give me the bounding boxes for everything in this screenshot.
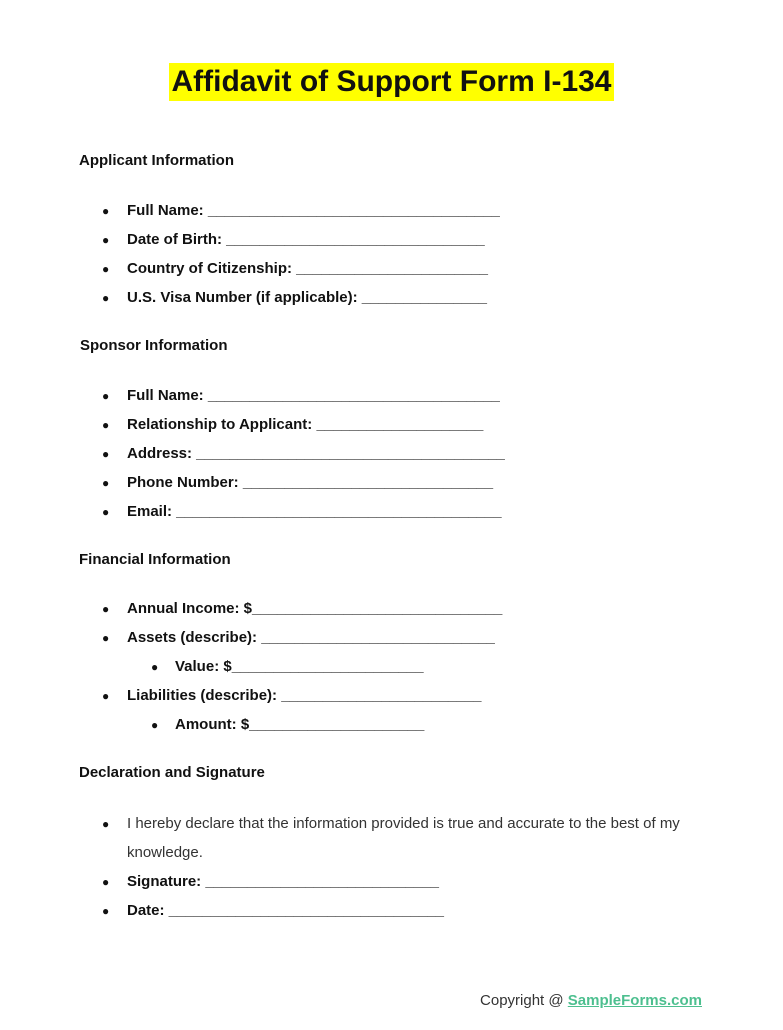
list-item <box>0 444 783 473</box>
list-item <box>0 473 783 502</box>
list-item <box>0 502 783 531</box>
sponsor-relationship: Relationship to Applicant: ____________________ <box>127 416 484 433</box>
bullet-icon: ● <box>102 447 110 461</box>
list-item <box>0 599 783 628</box>
bullet-icon: ● <box>102 262 110 276</box>
list-item <box>0 686 783 715</box>
applicant-heading: Applicant Information <box>79 152 234 169</box>
bullet-icon: ● <box>102 233 110 247</box>
sponsor-phone: Phone Number: ______________________________ <box>127 474 494 491</box>
bullet-icon: ● <box>102 505 110 519</box>
declaration-list <box>0 814 783 930</box>
list-item <box>0 715 783 744</box>
brand-link[interactable]: SampleForms.com <box>567 992 702 1009</box>
sponsor-heading: Sponsor Information <box>80 337 228 354</box>
list-item <box>0 657 783 686</box>
bullet-icon: ● <box>102 631 110 645</box>
sponsor-list <box>0 386 783 531</box>
declaration-heading: Declaration and Signature <box>79 764 265 781</box>
title-wrap <box>0 63 783 101</box>
footer <box>480 992 702 1009</box>
date-line: Date: _________________________________ <box>127 902 444 919</box>
list-item <box>0 386 783 415</box>
list-item <box>0 288 783 317</box>
sponsor-email: Email: _______________________________________ <box>127 503 502 520</box>
bullet-icon: ● <box>151 660 159 674</box>
list-item <box>0 872 783 901</box>
list-item <box>0 201 783 230</box>
list-item <box>0 259 783 288</box>
list-item <box>0 415 783 444</box>
copyright-text: Copyright @ <box>480 992 568 1009</box>
liabilities-amount: Amount: $_____________________ <box>175 716 425 733</box>
applicant-full-name: Full Name: ___________________________________ <box>127 202 500 219</box>
bullet-icon: ● <box>102 389 110 403</box>
applicant-visa-number: U.S. Visa Number (if applicable): _______________ <box>127 289 487 306</box>
assets-value: Value: $_______________________ <box>175 658 424 675</box>
financial-list <box>0 599 783 744</box>
list-item <box>0 230 783 259</box>
bullet-icon: ● <box>102 875 110 889</box>
liabilities: Liabilities (describe): ________________________ <box>127 687 482 704</box>
annual-income: Annual Income: $______________________________ <box>127 600 503 617</box>
applicant-citizenship: Country of Citizenship: _______________________ <box>127 260 489 277</box>
financial-heading: Financial Information <box>79 551 231 568</box>
applicant-dob: Date of Birth: _______________________________ <box>127 231 485 248</box>
bullet-icon: ● <box>102 204 110 218</box>
list-item <box>0 901 783 930</box>
bullet-icon: ● <box>102 291 110 305</box>
bullet-icon: ● <box>102 602 110 616</box>
bullet-icon: ● <box>151 718 159 732</box>
page-title: Affidavit of Support Form I-134 <box>169 63 613 101</box>
applicant-list <box>0 201 783 317</box>
sponsor-address: Address: _____________________________________ <box>127 445 505 462</box>
assets: Assets (describe): ____________________________ <box>127 629 495 646</box>
bullet-icon: ● <box>102 418 110 432</box>
sponsor-full-name: Full Name: ___________________________________ <box>127 387 500 404</box>
declaration-statement: I hereby declare that the information provided is true and accurate to the best of my knowledge. <box>127 815 680 861</box>
bullet-icon: ● <box>102 904 110 918</box>
bullet-icon: ● <box>102 476 110 490</box>
signature-line: Signature: ____________________________ <box>127 873 439 890</box>
list-item <box>0 814 783 872</box>
list-item <box>0 628 783 657</box>
bullet-icon: ● <box>102 817 110 831</box>
bullet-icon: ● <box>102 689 110 703</box>
